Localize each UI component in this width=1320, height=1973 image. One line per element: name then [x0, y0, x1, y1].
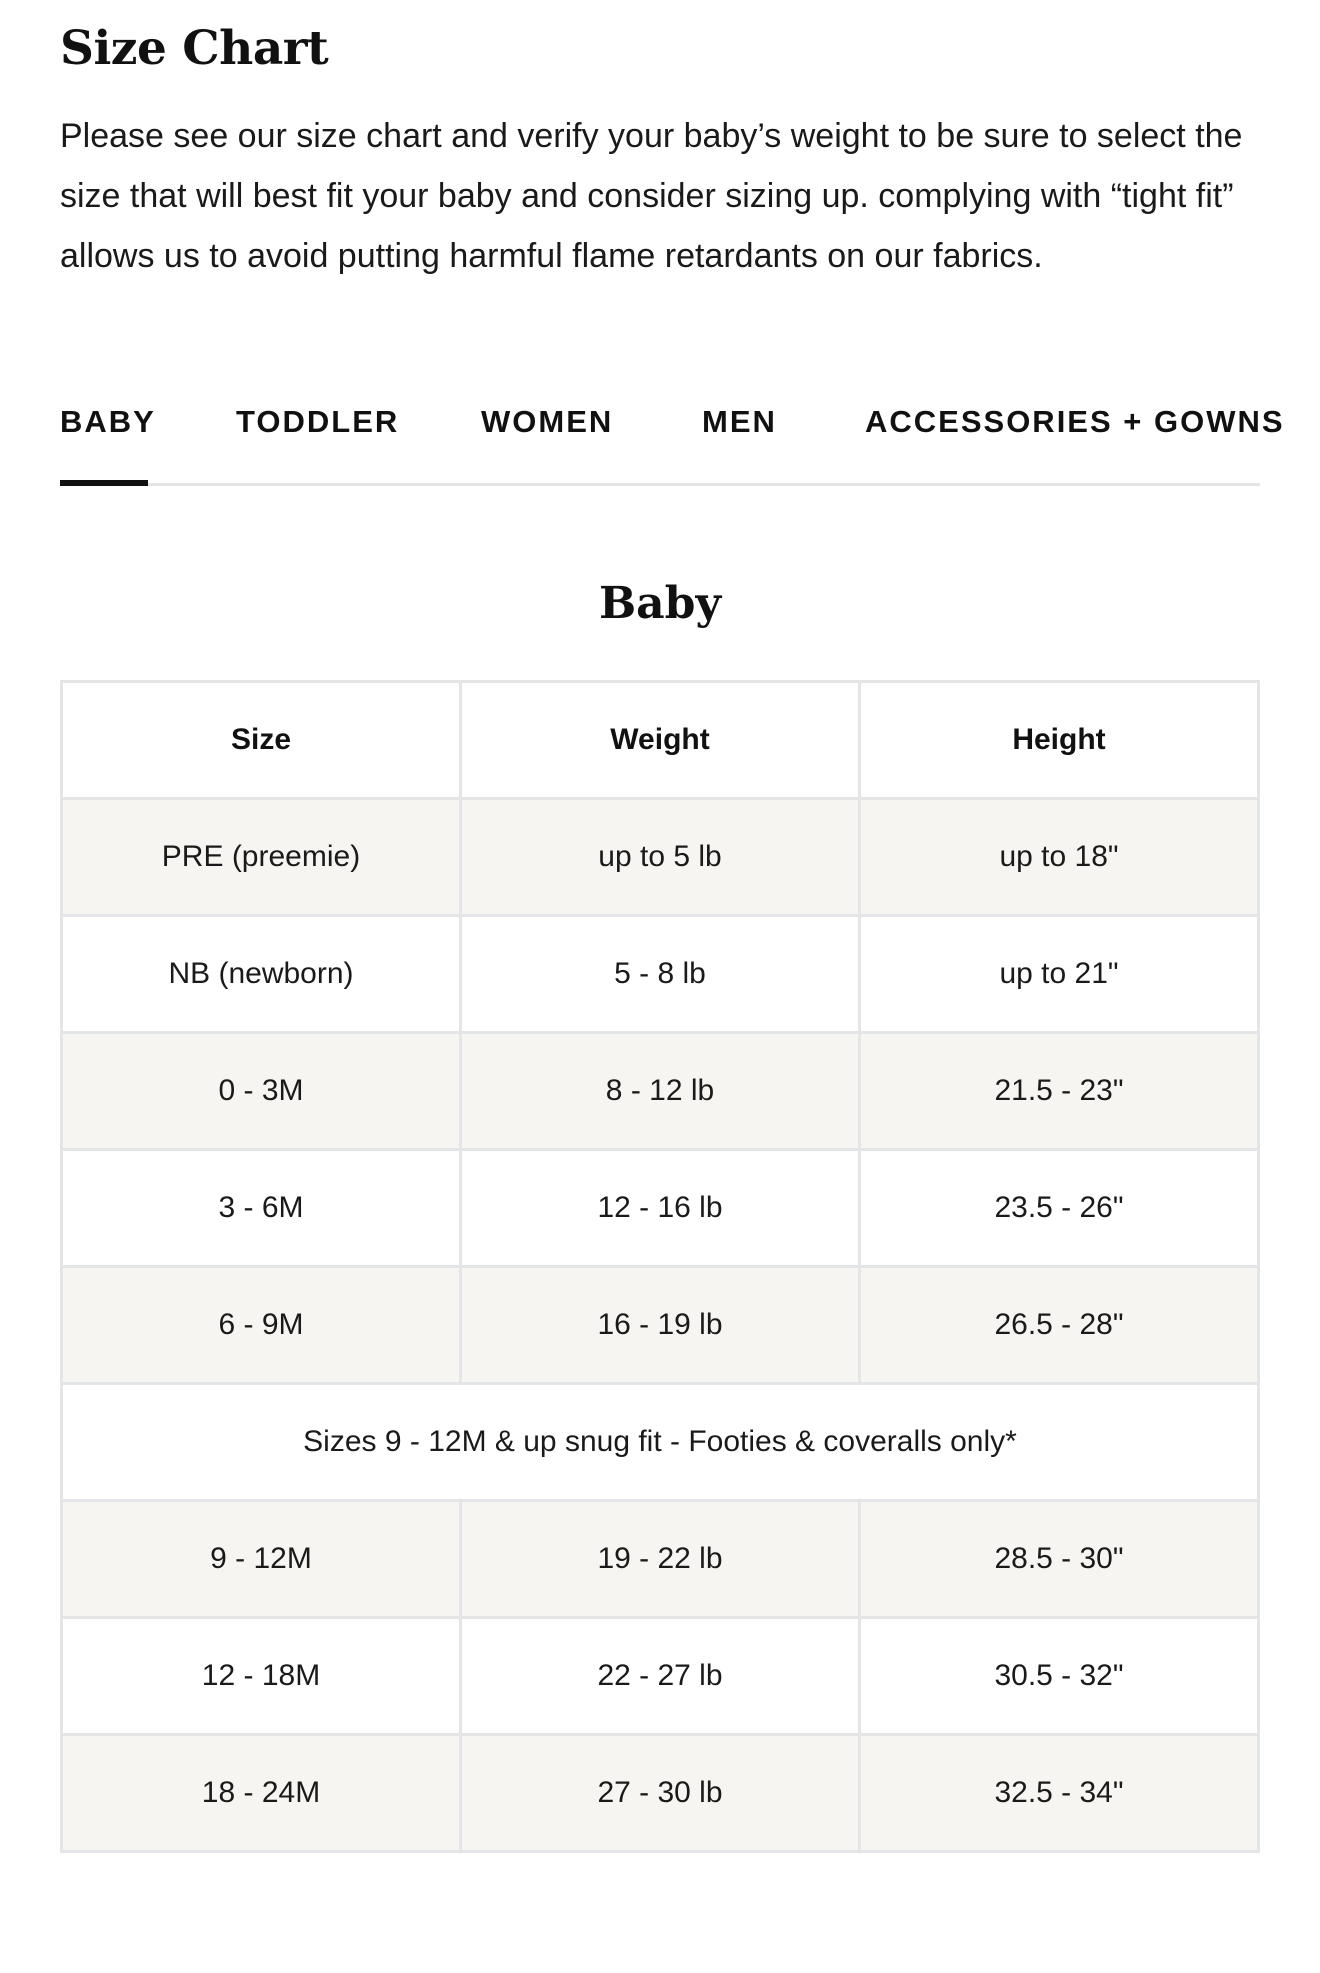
cell-weight: 8 - 12 lb	[461, 1033, 860, 1150]
cell-weight: 12 - 16 lb	[461, 1150, 860, 1267]
tab-baby[interactable]: BABY	[60, 404, 156, 439]
cell-weight: 22 - 27 lb	[461, 1618, 860, 1735]
cell-weight: 16 - 19 lb	[461, 1267, 860, 1384]
tab-men[interactable]: MEN	[702, 404, 777, 439]
baby-size-table	[60, 680, 1260, 1853]
cell-size: PRE (preemie)	[62, 799, 461, 916]
cell-height: up to 18"	[860, 799, 1259, 916]
cell-height: 21.5 - 23"	[860, 1033, 1259, 1150]
section-title: Baby	[598, 578, 722, 629]
cell-height: up to 21"	[860, 916, 1259, 1033]
cell-height: 26.5 - 28"	[860, 1267, 1259, 1384]
table-row	[62, 1501, 1259, 1618]
cell-weight: up to 5 lb	[461, 799, 860, 916]
cell-size: 0 - 3M	[62, 1033, 461, 1150]
cell-height: 30.5 - 32"	[860, 1618, 1259, 1735]
table-row	[62, 799, 1259, 916]
cell-size: 18 - 24M	[62, 1735, 461, 1852]
table-header-row	[62, 682, 1259, 799]
table-row	[62, 1735, 1259, 1852]
header-weight: Weight	[461, 682, 860, 799]
page-title: Size Chart	[60, 21, 329, 76]
cell-height: 23.5 - 26"	[860, 1150, 1259, 1267]
intro-text: Please see our size chart and verify your baby’s weight to be sure to select the size that will best fit your baby and consider sizing up. complying with “tight fit” allows us to avoid putting harmful flame retardants on our fabrics.	[60, 117, 1243, 275]
cell-size: 3 - 6M	[62, 1150, 461, 1267]
cell-size: NB (newborn)	[62, 916, 461, 1033]
active-tab-indicator	[60, 480, 148, 486]
cell-height: 28.5 - 30"	[860, 1501, 1259, 1618]
cell-size: 12 - 18M	[62, 1618, 461, 1735]
header-height: Height	[860, 682, 1259, 799]
cell-weight: 5 - 8 lb	[461, 916, 860, 1033]
cell-weight: 19 - 22 lb	[461, 1501, 860, 1618]
table-row	[62, 1267, 1259, 1384]
size-category-tabs	[60, 380, 1285, 486]
cell-weight: 27 - 30 lb	[461, 1735, 860, 1852]
tab-accessories-gowns[interactable]: ACCESSORIES + GOWNS	[865, 404, 1285, 439]
cell-height: 32.5 - 34"	[860, 1735, 1259, 1852]
cell-size: 9 - 12M	[62, 1501, 461, 1618]
table-row	[62, 1618, 1259, 1735]
tab-women[interactable]: WOMEN	[481, 404, 614, 439]
table-note-row	[62, 1384, 1259, 1501]
snug-fit-note: Sizes 9 - 12M & up snug fit - Footies & coveralls only*	[62, 1384, 1259, 1501]
table-row	[62, 916, 1259, 1033]
cell-size: 6 - 9M	[62, 1267, 461, 1384]
tab-toddler[interactable]: TODDLER	[236, 404, 400, 439]
table-row	[62, 1150, 1259, 1267]
header-size: Size	[62, 682, 461, 799]
table-row	[62, 1033, 1259, 1150]
